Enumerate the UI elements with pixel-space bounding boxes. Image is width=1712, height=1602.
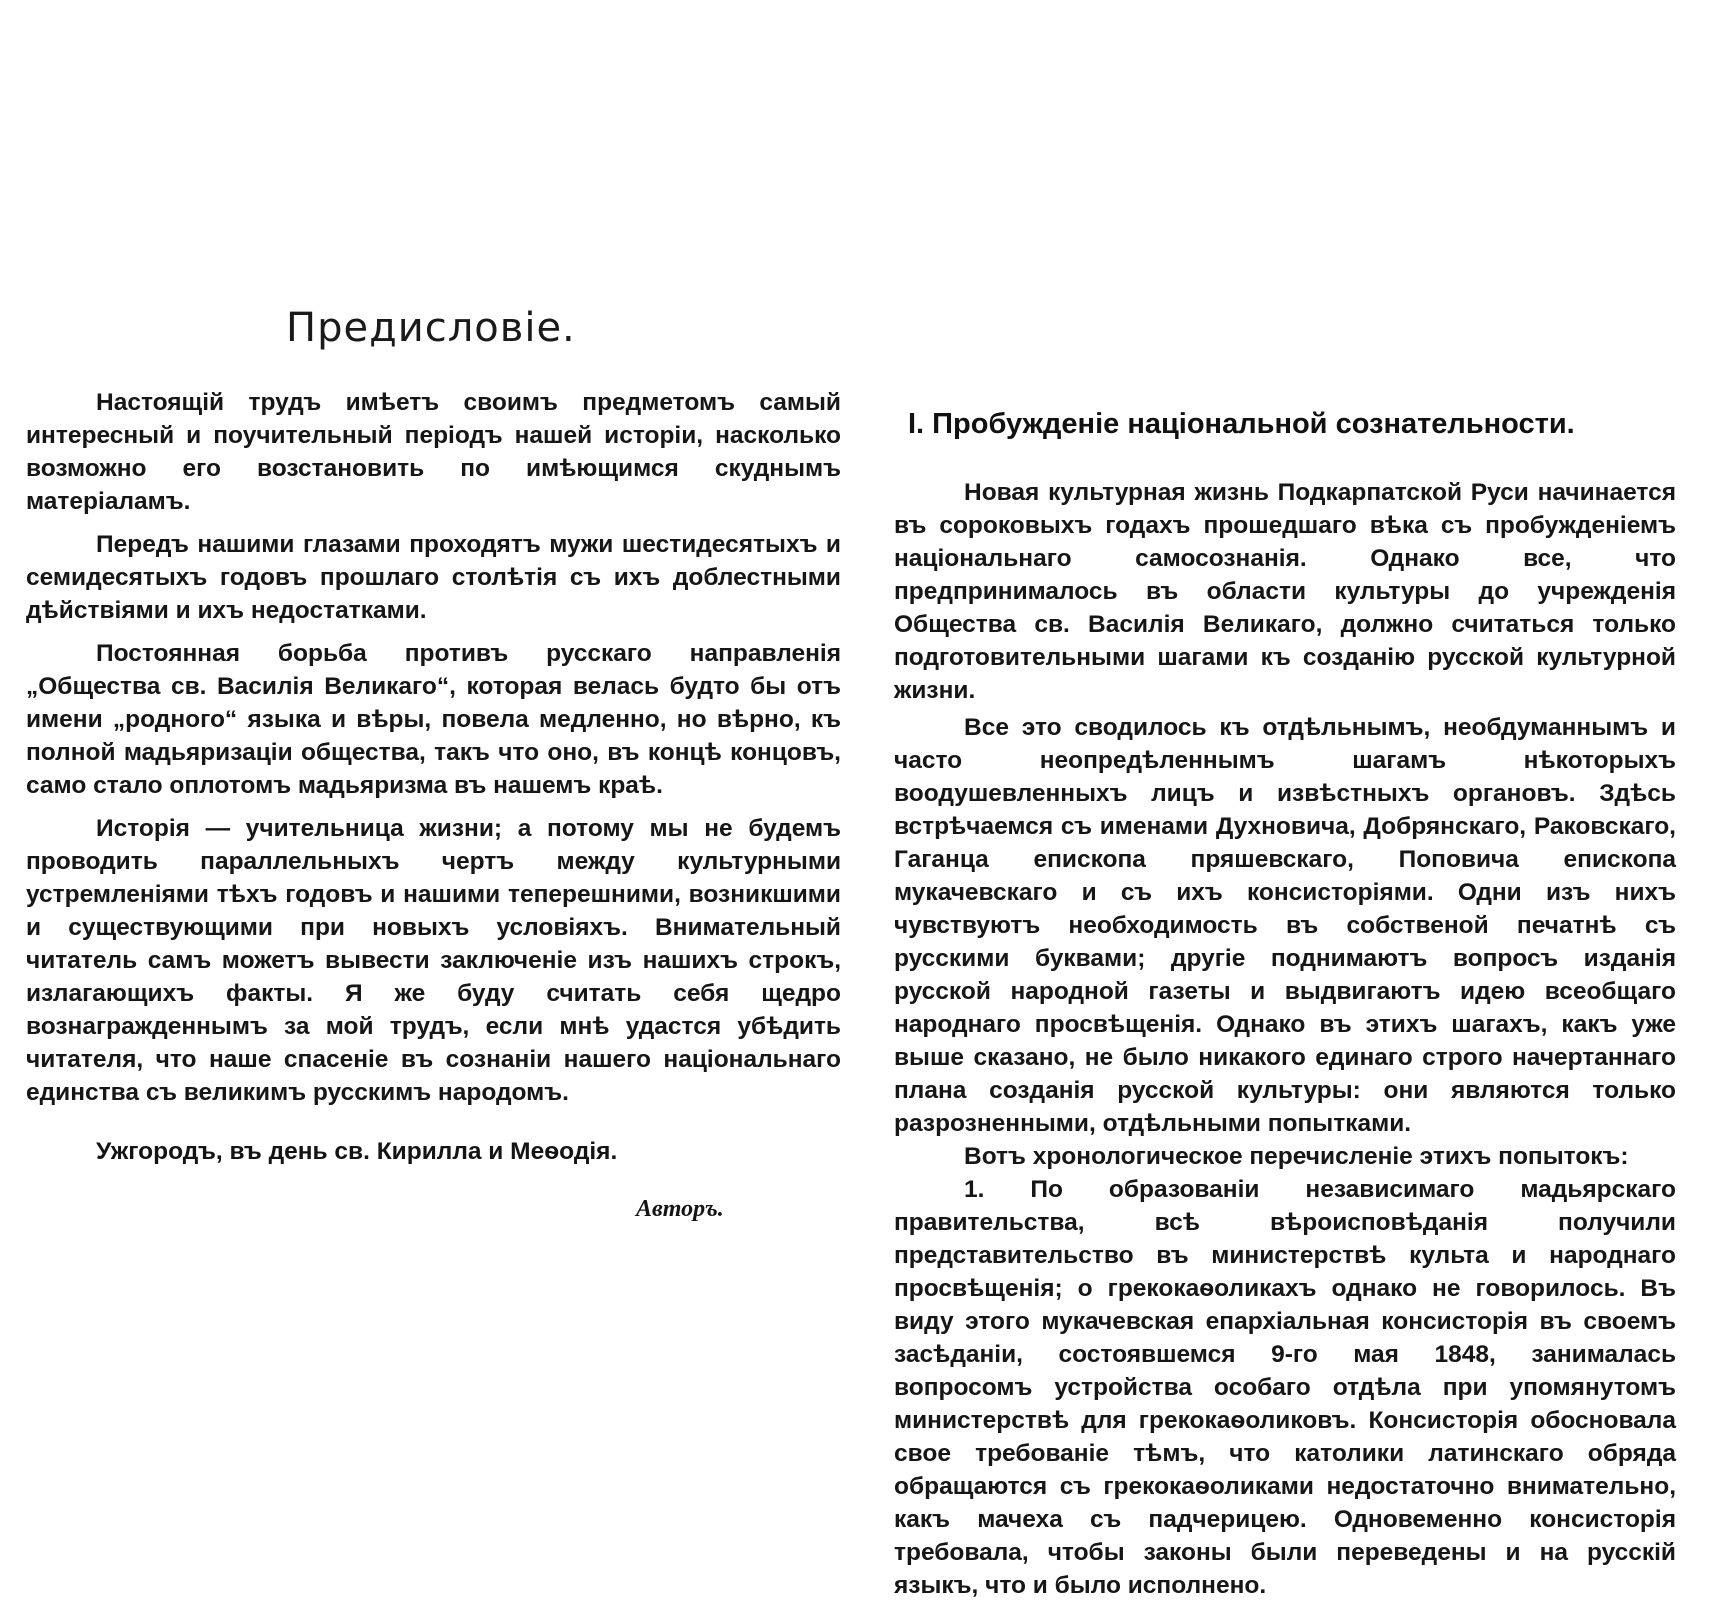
chapter-paragraph-4: 1. По образованіи независимаго мадьярскаго правительства, всѣ вѣроисповѣданія получили представительство въ министерствѣ культа и народнаго просвѣщенія; о грекокаѳоликахъ однако не говорилось. Въ виду этого мукачевская епархіальная консисторія въ своемъ засѣданіи, состоявшемся 9-го мая 1848, занималась вопросомъ устройства особаго отдѣла при упомянутомъ министерствѣ для грекокаѳоликовъ. Консисторія обосновала свое требованіе тѣмъ, что католики латинскаго обряда обращаются съ грекокаѳоликами недостаточно внимательно, какъ мачеха съ падчерицею. Одновеменно консисторія требовала, чтобы законы были переведены и на русскій языкъ, что и было исполнено.	[894, 1176, 1676, 1599]
preface-title: Предисловіе.	[286, 305, 576, 351]
place-date-signature: Ужгородъ, въ день св. Кирилла и Меѳодія.	[96, 1138, 618, 1165]
preface-paragraph-4: Исторія — учительница жизни; а потому мы не будемъ проводить параллельныхъ чертъ между культурными устремленіями тѣхъ годовъ и нашими теперешними, возникшими и существующими при новыхъ условіяхъ. Внимательный читатель самъ можетъ вывести заключеніе изъ нашихъ строкъ, излагающихъ факты. Я же буду считать себя щедро вознагражденнымъ за мой трудъ, если мнѣ удастся убѣдить читателя, что наше спасеніе въ сознаніи нашего національнаго единства съ великимъ русскимъ народомъ.	[26, 815, 841, 1106]
author-signature: Авторъ.	[636, 1196, 724, 1222]
chapter-paragraph-3: Вотъ хронологическое перечисленіе этихъ попытокъ:	[964, 1143, 1629, 1170]
chapter-title: I. Пробужденіе національной сознательности.	[908, 408, 1575, 440]
chapter-paragraph-1: Новая культурная жизнь Подкарпатской Руси начинается въ сороковыхъ годахъ прошедшаго вѣка съ пробужденіемъ національнаго самосознанія. Однако все, что предпринималось въ области культуры до учрежденія Общества св. Василія Великаго, должно считаться только подготовительными шагами къ созданію русской культурной жизни.	[894, 479, 1676, 704]
preface-paragraph-3: Постоянная борьба противъ русскаго направленія „Общества св. Василія Великаго“, которая велась будто бы отъ имени „родного“ языка и вѣры, повела медленно, но вѣрно, къ полной мадьяризаціи общества, такъ что оно, въ концѣ концовъ, само стало оплотомъ мадьяризма въ нашемъ краѣ.	[26, 640, 841, 799]
chapter-page	[856, 0, 1712, 1599]
preface-paragraph-2: Передъ нашими глазами проходятъ мужи шестидесятыхъ и семидесятыхъ годовъ прошлаго столѣтія съ ихъ доблестными дѣйствіями и ихъ недостатками.	[26, 531, 841, 624]
chapter-paragraph-2: Все это сводилось къ отдѣльнымъ, необдуманнымъ и часто неопредѣленнымъ шагамъ нѣкоторыхъ воодушевленныхъ лицъ и извѣстныхъ органовъ. Здѣсь встрѣчаемся съ именами Духновича, Добрянскаго, Раковскаго, Гаганца епископа пряшевскаго, Поповича епископа мукачевскаго и съ ихъ консисторіями. Одни изъ нихъ чувствуютъ необходимость въ собственой печатнѣ съ русскими буквами; другіе поднимаютъ вопросъ изданія русской народной газеты и выдвигаютъ идею всеобщаго народнаго просвѣщенія. Однако въ этихъ шагахъ, какъ уже выше сказано, не было никакого единаго строго начертаннаго плана созданія русской культуры: они являются только разрозненными, отдѣльными попытками.	[894, 714, 1676, 1137]
preface-page	[0, 0, 856, 1500]
preface-text	[26, 386, 841, 1109]
chapter-text	[894, 476, 1676, 1602]
preface-paragraph-1: Настоящій трудъ имѣетъ своимъ предметомъ самый интересный и поучительный періодъ нашей исторіи, насколько возможно его возстановить по имѣющимся скуднымъ матеріаламъ.	[26, 389, 841, 515]
